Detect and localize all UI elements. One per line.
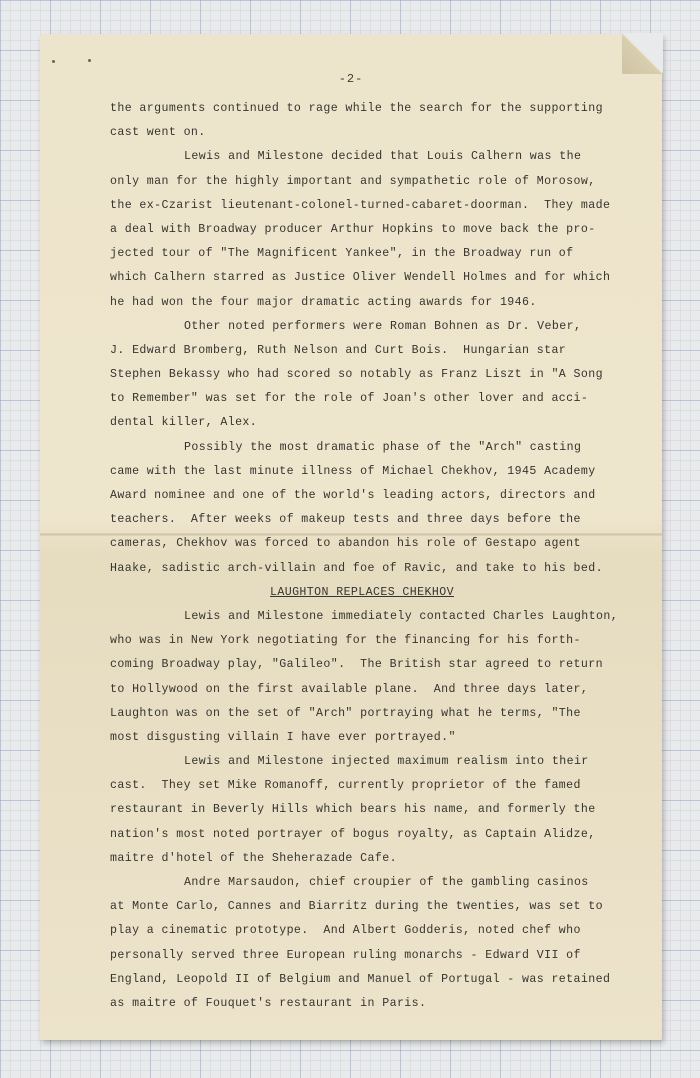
text-line: Lewis and Milestone decided that Louis Calhern was the	[184, 150, 582, 164]
text-line: J. Edward Bromberg, Ruth Nelson and Curt Bois. Hungarian star	[110, 343, 567, 357]
punch-mark	[52, 60, 55, 63]
text-line: he had won the four major dramatic acting awards for 1946.	[110, 295, 537, 309]
text-line: at Monte Carlo, Cannes and Biarritz during the twenties, was set to	[110, 900, 603, 914]
text-line: Laughton was on the set of "Arch" portraying what he terms, "The	[110, 706, 581, 720]
text-line: Possibly the most dramatic phase of the "Arch" casting	[184, 440, 582, 454]
text-line: to Hollywood on the first available plane. And three days later,	[110, 682, 589, 696]
text-line: play a cinematic prototype. And Albert Godderis, noted chef who	[110, 924, 581, 938]
text-line: nation's most noted portrayer of bogus royalty, as Captain Alidze,	[110, 827, 596, 841]
text-line: Lewis and Milestone injected maximum realism into their	[184, 755, 589, 769]
text-line: jected tour of "The Magnificent Yankee", in the Broadway run of	[110, 247, 574, 261]
page-number: -2-	[338, 72, 364, 86]
text-line: the arguments continued to rage while the search for the supporting	[110, 102, 603, 115]
text-line: the ex-Czarist lieutenant-colonel-turned-cabaret-doorman. They made	[110, 198, 611, 212]
folded-corner	[622, 34, 662, 74]
text-line: cast. They set Mike Romanoff, currently proprietor of the famed	[110, 779, 581, 793]
text-line: only man for the highly important and sympathetic role of Morosow,	[110, 174, 596, 188]
text-line: came with the last minute illness of Michael Chekhov, 1945 Academy	[110, 464, 596, 478]
text-line: Haake, sadistic arch-villain and foe of Ravic, and take to his bed.	[110, 561, 603, 575]
text-line: Stephen Bekassy who had scored so notably as Franz Liszt in "A Song	[110, 368, 603, 382]
text-line: Lewis and Milestone immediately contacted Charles Laughton,	[184, 609, 619, 623]
text-line: maitre d'hotel of the Sheherazade Cafe.	[110, 851, 397, 865]
text-line: most disgusting villain I have ever portrayed."	[110, 730, 456, 744]
text-line: Award nominee and one of the world's leading actors, directors and	[110, 489, 596, 502]
text-line: Other noted performers were Roman Bohnen as Dr. Veber,	[184, 319, 582, 333]
text-line: coming Broadway play, "Galileo". The British star agreed to return	[110, 658, 603, 672]
text-line: teachers. After weeks of makeup tests and three days before the	[110, 513, 581, 527]
document-page	[40, 34, 662, 1040]
text-line: as maitre of Fouquet's restaurant in Paris.	[110, 996, 427, 1010]
text-line: who was in New York negotiating for the financing for his forth-	[110, 634, 581, 648]
text-line: to Remember" was set for the role of Joan's other lover and acci-	[110, 392, 589, 406]
text-line: dental killer, Alex.	[110, 416, 258, 430]
text-line: cast went on.	[110, 126, 206, 140]
body-text	[110, 97, 619, 1016]
text-line: which Calhern starred as Justice Oliver Wendell Holmes and for which	[110, 271, 611, 285]
text-line: a deal with Broadway producer Arthur Hopkins to move back the pro-	[110, 222, 596, 236]
text-line: restaurant in Beverly Hills which bears his name, and formerly the	[110, 803, 596, 817]
text-line: personally served three European ruling monarchs - Edward VII of	[110, 948, 581, 962]
section-heading: LAUGHTON REPLACES CHEKHOV	[270, 585, 454, 599]
text-line: Andre Marsaudon, chief croupier of the gambling casinos	[184, 876, 589, 889]
text-line: cameras, Chekhov was forced to abandon his role of Gestapo agent	[110, 537, 581, 551]
text-line: England, Leopold II of Belgium and Manuel of Portugal - was retained	[110, 972, 611, 986]
punch-mark	[88, 59, 91, 62]
